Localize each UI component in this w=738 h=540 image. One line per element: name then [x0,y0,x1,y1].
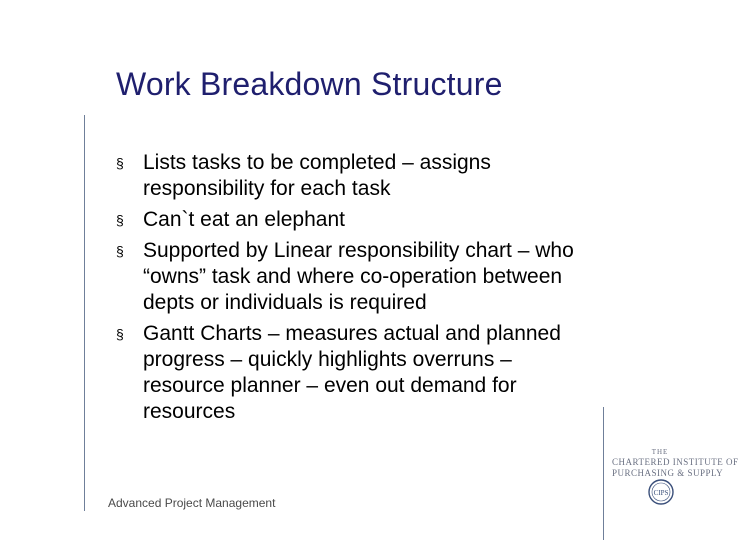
slide-title: Work Breakdown Structure [116,66,503,102]
bullet-marker-icon: § [116,243,124,259]
bullet-text: Gantt Charts – measures actual and planned progress – quickly highlights overruns – resource planner – even out demand for resources [143,322,561,423]
bullet-item [116,238,586,316]
cips-seal-icon [648,479,674,505]
right-vertical-rule [603,407,604,540]
bullet-marker-icon: § [116,212,124,228]
bullet-text: Can`t eat an elephant [143,208,345,231]
bullet-marker-icon: § [116,155,124,171]
bullet-list [116,150,586,430]
bullet-item [116,321,586,425]
footer-text: Advanced Project Management [108,496,276,510]
left-vertical-rule [84,115,85,511]
bullet-item [116,150,586,202]
bullet-text: Supported by Linear responsibility chart – who “owns” task and where co-operation between depts or individuals is required [143,239,574,314]
seal-text: CIPS [653,489,669,497]
bullet-marker-icon: § [116,326,124,342]
logo-line-2: CHARTERED INSTITUTE OF [612,457,738,467]
logo-line-1: THE [651,448,669,456]
cips-logo [612,448,738,512]
bullet-text: Lists tasks to be completed – assigns responsibility for each task [143,151,491,200]
bullet-item [116,207,586,233]
logo-line-3: PURCHASING & SUPPLY [612,468,724,478]
